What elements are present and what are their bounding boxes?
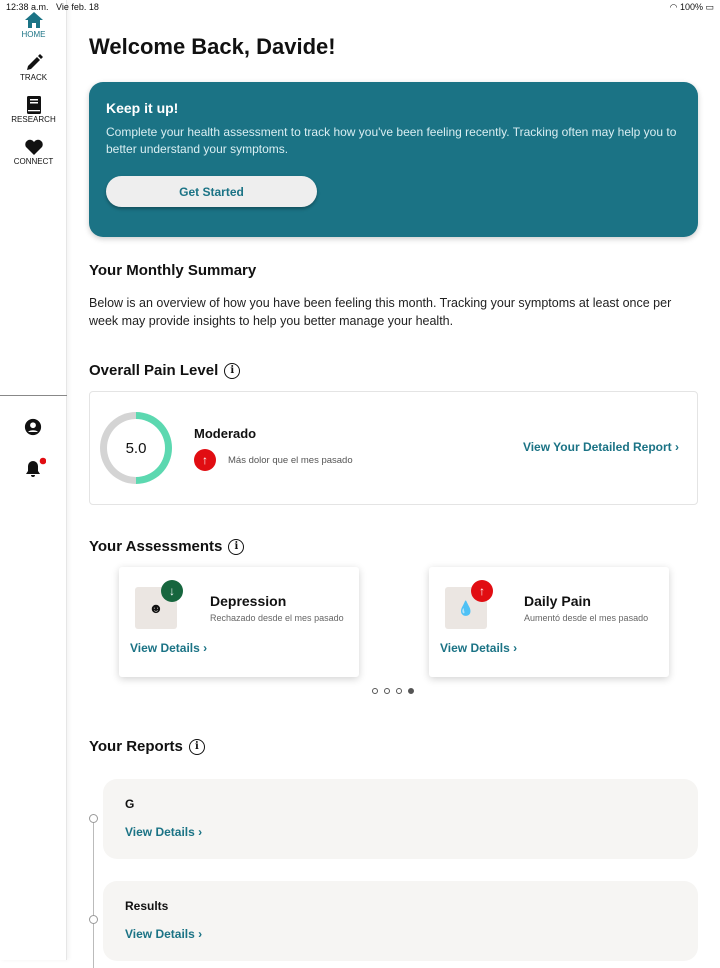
section-title: Your Monthly Summary xyxy=(89,262,257,279)
profile-icon[interactable] xyxy=(24,418,42,436)
nav-label: CONNECT xyxy=(13,157,54,166)
view-details-link[interactable]: View Details › xyxy=(440,641,518,655)
page-dot[interactable] xyxy=(396,688,402,694)
arrow-up-icon: ↑ xyxy=(194,449,216,471)
battery: ◠ 100% ▭ xyxy=(669,2,714,12)
timeline-dot xyxy=(89,915,98,924)
assessment-banner xyxy=(89,82,698,237)
pain-section-title: Overall Pain Level i xyxy=(89,362,240,379)
assessments-title: Your Assessments i xyxy=(89,538,244,555)
info-icon[interactable]: i xyxy=(228,539,244,555)
nav-label: RESEARCH xyxy=(11,115,56,124)
summary-text: Below is an overview of how you have been feeling this month. Tracking your symptoms at least once per week may provide insights to help you better manage your health. xyxy=(89,296,672,328)
nav-track[interactable] xyxy=(0,53,67,82)
arrow-down-icon: ↓ xyxy=(161,580,183,602)
view-details-link[interactable]: View Details › xyxy=(130,641,208,655)
page-dot[interactable] xyxy=(372,688,378,694)
carousel-dots[interactable] xyxy=(372,688,414,694)
head-icon: ☻ xyxy=(135,587,177,629)
report-card[interactable] xyxy=(103,881,698,961)
pain-ring xyxy=(100,412,172,484)
get-started-button[interactable]: Get Started xyxy=(106,176,317,207)
assessment-trend: Rechazado desde el mes pasado xyxy=(210,613,344,623)
timeline-dot xyxy=(89,814,98,823)
divider xyxy=(0,395,67,396)
assessment-name: Daily Pain xyxy=(524,593,591,609)
heart-icon xyxy=(24,137,44,157)
page-title: Welcome Back, Davide! xyxy=(89,34,336,59)
page-dot[interactable] xyxy=(384,688,390,694)
nav-label: TRACK xyxy=(19,73,48,82)
nav-label: HOME xyxy=(21,30,46,39)
detailed-report-link[interactable]: View Your Detailed Report › xyxy=(522,440,679,454)
view-details-link[interactable]: View Details › xyxy=(125,927,203,941)
chevron-right-icon: › xyxy=(675,440,679,454)
reports-title: Your Reports i xyxy=(89,738,205,755)
assessment-trend: Aumentó desde el mes pasado xyxy=(524,613,649,623)
assessment-card-depression[interactable] xyxy=(119,567,359,677)
banner-text: Complete your health assessment to track how you've been feeling recently. Tracking often may help you to better understand your symptoms. xyxy=(106,125,677,156)
info-icon[interactable]: i xyxy=(189,739,205,755)
timeline xyxy=(93,818,94,968)
assessment-name: Depression xyxy=(210,593,287,609)
arrow-up-icon: ↑ xyxy=(471,580,493,602)
report-name: Results xyxy=(125,899,169,913)
report-name: G xyxy=(125,797,135,811)
pain-trend: Más dolor que el mes pasado xyxy=(228,454,353,466)
banner-title: Keep it up! xyxy=(106,100,179,116)
book-icon xyxy=(24,95,44,115)
report-card[interactable] xyxy=(103,779,698,859)
pain-card xyxy=(89,391,698,505)
nav-home[interactable] xyxy=(0,10,67,39)
page-dot-active[interactable] xyxy=(408,688,414,694)
notification-bell-icon[interactable] xyxy=(24,457,46,479)
status-bar xyxy=(0,0,720,14)
view-details-link[interactable]: View Details › xyxy=(125,825,203,839)
sidebar xyxy=(0,0,67,960)
pain-score: 5.0 xyxy=(107,419,165,477)
pencil-icon xyxy=(24,53,44,73)
nav-research[interactable] xyxy=(0,95,67,124)
status-time: 12:38 a.m. Vie feb. 18 xyxy=(6,2,99,12)
nav-connect[interactable] xyxy=(0,137,67,166)
drop-icon: 💧 xyxy=(445,587,487,629)
pain-level: Moderado xyxy=(194,426,257,441)
info-icon[interactable]: i xyxy=(224,363,240,379)
assessment-card-daily-pain[interactable] xyxy=(429,567,669,677)
